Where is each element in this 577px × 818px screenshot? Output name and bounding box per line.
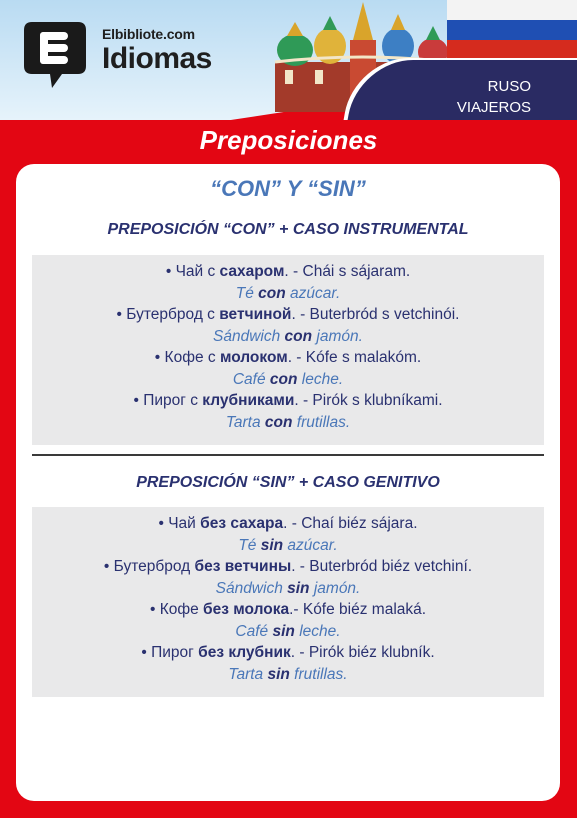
spanish-translation-line	[32, 369, 544, 391]
card-title: “CON” Y “SIN”	[210, 176, 366, 201]
spanish-preposition: con	[269, 370, 298, 388]
russian-example-line	[32, 556, 544, 578]
section-title-sin: PREPOSICIÓN “SIN” + CASO GENITIVO	[136, 474, 440, 491]
page-title: Preposiciones	[199, 125, 378, 155]
spanish-text-start: Tarta	[228, 665, 268, 683]
spanish-text-start: Té	[235, 284, 259, 302]
russian-example-line	[32, 513, 544, 535]
section-title-con: PREPOSICIÓN “CON” + CASO INSTRUMENTAL	[107, 221, 469, 238]
russian-text-transliteration: . - Pirók biéz klubník.	[290, 644, 435, 661]
russian-text-emphasis: клубниками	[202, 392, 295, 409]
russian-text-emphasis: без сахара	[200, 515, 284, 532]
spanish-translation-line	[32, 578, 544, 600]
section-divider	[32, 454, 544, 456]
bullet: •	[116, 306, 122, 323]
header-banner	[0, 0, 577, 120]
russian-text-emphasis: ветчиной	[219, 306, 292, 323]
spanish-text-start: Sándwich	[213, 327, 285, 345]
russian-text-emphasis: без клубник	[198, 644, 291, 661]
bullet: •	[158, 515, 164, 532]
examples-box-con	[32, 255, 544, 445]
spanish-preposition: con	[284, 327, 313, 345]
russian-flag-icon	[447, 0, 577, 60]
speech-bubble-logo-icon	[22, 18, 88, 90]
russian-example-line	[32, 347, 544, 369]
logo-brand-name: Idiomas	[102, 42, 212, 75]
spanish-text-end: jamón.	[309, 579, 361, 597]
spanish-text-end: azúcar.	[283, 536, 338, 554]
russian-example-line	[32, 261, 544, 283]
russian-text-start: Бутерброд	[113, 558, 195, 575]
russian-text-start: Чай с	[175, 263, 220, 280]
russian-text-transliteration: . - Buterbród s vetchinói.	[291, 306, 460, 323]
bullet: •	[133, 392, 139, 409]
russian-text-emphasis: сахаром	[219, 263, 285, 280]
russian-text-transliteration: .- Kófe biéz malaká.	[289, 601, 427, 618]
spanish-translation-line	[32, 535, 544, 557]
russian-text-start: Пирог	[151, 644, 199, 661]
russian-text-start: Чай	[168, 515, 201, 532]
spanish-text-start: Sándwich	[215, 579, 288, 597]
russian-text-transliteration: . - Chái s sájaram.	[284, 263, 411, 280]
russian-example-line	[32, 642, 544, 664]
spanish-translation-line	[32, 412, 544, 434]
russian-text-start: Пирог с	[143, 392, 203, 409]
spanish-preposition: sin	[272, 622, 295, 640]
spanish-translation-line	[32, 326, 544, 348]
bullet: •	[141, 644, 147, 661]
badge-audience: VIAJEROS	[456, 99, 531, 116]
spanish-text-start: Café	[232, 370, 270, 388]
spanish-text-end: frutillas.	[292, 413, 351, 431]
russian-example-line	[32, 390, 544, 412]
bullet: •	[103, 558, 110, 575]
russian-text-transliteration: . - Kófe s malakóm.	[287, 349, 422, 366]
spanish-preposition: sin	[260, 536, 284, 554]
russian-example-line	[32, 599, 544, 621]
russian-text-start: Кофе	[159, 601, 204, 618]
spanish-text-end: frutillas.	[289, 665, 348, 683]
examples-list-con	[32, 261, 544, 433]
russian-text-transliteration: . - Pirók s klubníkami.	[294, 392, 443, 409]
spanish-text-end: leche.	[294, 622, 341, 640]
examples-list-sin	[32, 513, 544, 685]
category-badge-text	[457, 76, 531, 118]
spanish-text-start: Tarta	[225, 413, 265, 431]
logo-site-name: Elbibliote.com	[102, 26, 195, 42]
russian-text-start: Бутерброд с	[126, 306, 220, 323]
spanish-preposition: sin	[267, 665, 290, 683]
russian-text-emphasis: без ветчины	[194, 558, 292, 575]
site-logo[interactable]	[22, 18, 252, 90]
spanish-text-start: Té	[238, 536, 261, 554]
spanish-text-end: azúcar.	[285, 284, 341, 302]
russian-text-emphasis: без молока	[203, 601, 290, 618]
spanish-translation-line	[32, 283, 544, 305]
russian-text-transliteration: . - Chaí biéz sájara.	[283, 515, 418, 532]
russian-text-emphasis: молоком	[219, 349, 288, 366]
spanish-translation-line	[32, 664, 544, 686]
content-card	[16, 164, 560, 801]
russian-text-transliteration: . - Buterbród biéz vetchiní.	[291, 558, 473, 575]
spanish-preposition: sin	[287, 579, 310, 597]
bullet: •	[149, 601, 156, 618]
spanish-text-end: jamón.	[312, 327, 363, 345]
bullet: •	[154, 349, 161, 366]
badge-language: RUSO	[487, 78, 531, 95]
spanish-translation-line	[32, 621, 544, 643]
spanish-text-start: Café	[235, 622, 273, 640]
spanish-preposition: con	[264, 413, 293, 431]
russian-text-start: Кофе с	[164, 349, 220, 366]
russian-example-line	[32, 304, 544, 326]
examples-box-sin	[32, 507, 544, 697]
spanish-text-end: leche.	[297, 370, 344, 388]
bullet: •	[165, 263, 172, 280]
spanish-preposition: con	[258, 284, 286, 302]
